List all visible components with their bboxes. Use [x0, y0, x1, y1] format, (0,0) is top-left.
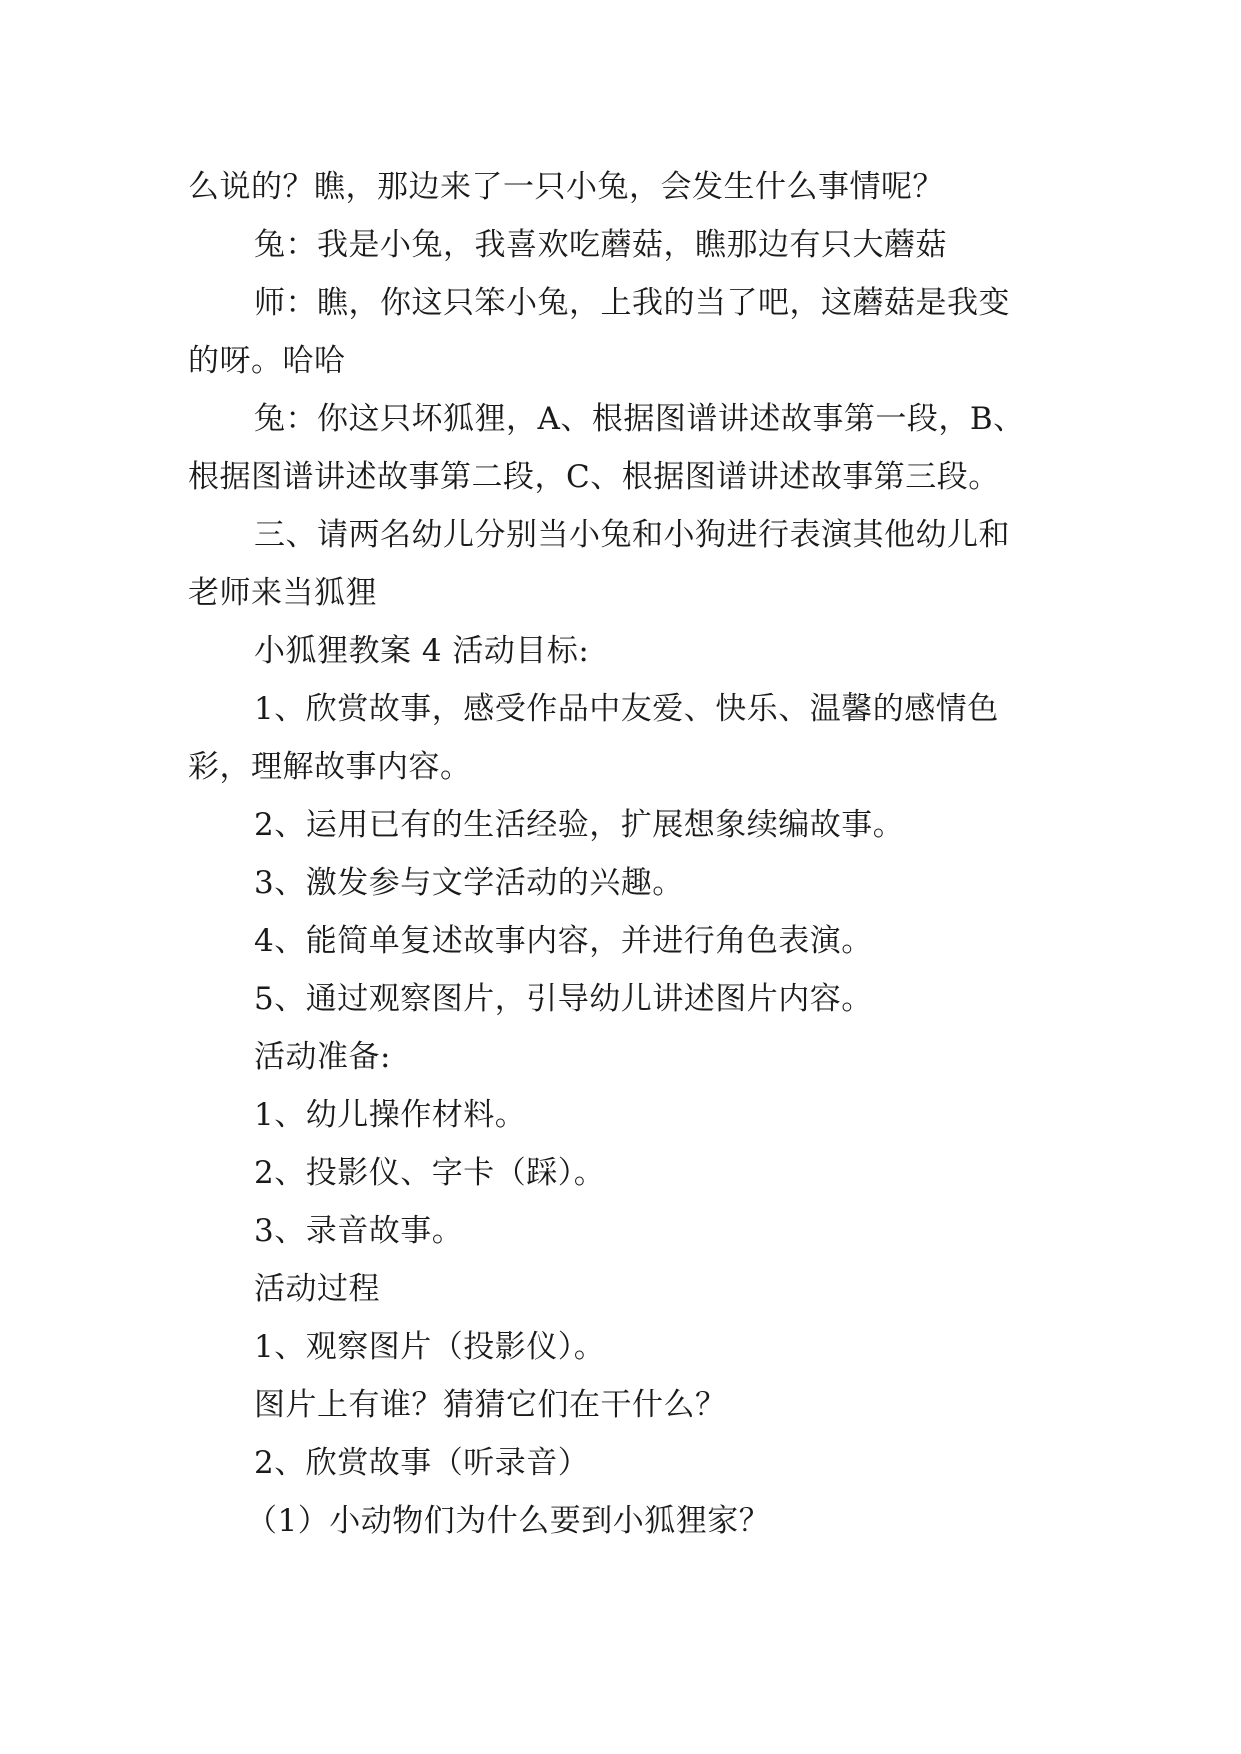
text-line: 彩，理解故事内容。	[188, 749, 472, 785]
text-line: 1、观察图片（投影仪）。	[254, 1329, 606, 1365]
text-line: 活动过程	[254, 1271, 380, 1307]
document-body	[188, 158, 1058, 1550]
text-line: 2、运用已有的生活经验，扩展想象续编故事。	[254, 807, 905, 843]
text-line: 5、通过观察图片，引导幼儿讲述图片内容。	[254, 981, 873, 1017]
text-line: 3、激发参与文学活动的兴趣。	[254, 865, 684, 901]
text-line: 4、能简单复述故事内容，并进行角色表演。	[254, 923, 873, 959]
text-line: 2、欣赏故事（听录音）	[254, 1445, 590, 1481]
text-line: 师：瞧，你这只笨小兔，上我的当了吧，这蘑菇是我变	[254, 285, 1010, 321]
text-line: 活动准备:	[254, 1039, 391, 1075]
text-line: 2、投影仪、字卡（踩）。	[254, 1155, 606, 1191]
text-line: 小狐狸教案 4 活动目标:	[254, 633, 590, 669]
text-line: 3、录音故事。	[254, 1213, 464, 1249]
text-line: 三、请两名幼儿分别当小兔和小狗进行表演其他幼儿和	[254, 517, 1010, 553]
text-line: 1、幼儿操作材料。	[254, 1097, 527, 1133]
text-line: 根据图谱讲述故事第二段，C、根据图谱讲述故事第三段。	[188, 459, 1000, 495]
text-line: 么说的？瞧，那边来了一只小兔，会发生什么事情呢？	[188, 169, 944, 205]
text-line: （1）小动物们为什么要到小狐狸家？	[246, 1503, 771, 1539]
text-line: 图片上有谁？猜猜它们在干什么？	[254, 1387, 727, 1423]
text-line: 老师来当狐狸	[188, 575, 377, 611]
text-line: 的呀。哈哈	[188, 343, 346, 379]
text-line: 兔：你这只坏狐狸，A、根据图谱讲述故事第一段，B、	[254, 401, 1025, 437]
text-line: 兔：我是小兔，我喜欢吃蘑菇，瞧那边有只大蘑菇	[254, 227, 947, 263]
text-line: 1、欣赏故事，感受作品中友爱、快乐、温馨的感情色	[254, 691, 999, 727]
